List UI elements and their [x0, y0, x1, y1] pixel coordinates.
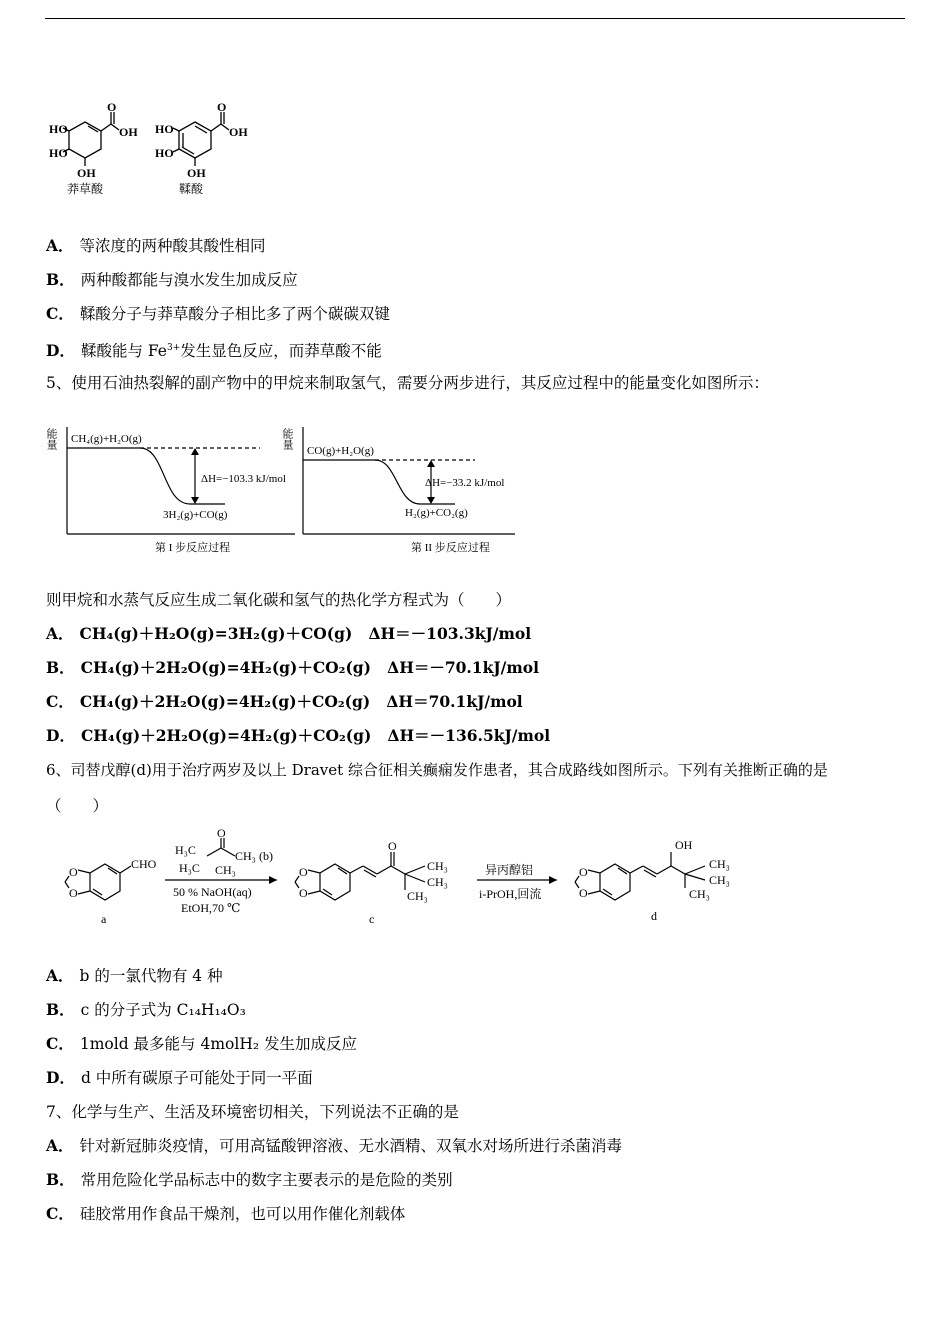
o-label: O — [299, 865, 308, 879]
q5-option-c: C． CH₄(g)＋2H₂O(g)=4H₂(g)＋CO₂(g) ΔH＝70.1kJ/mol — [46, 692, 523, 711]
chart2-ylabel: 能量 — [281, 428, 293, 450]
header-rule — [45, 18, 905, 19]
q7-option-a: A． 针对新冠肺炎疫情，可用高锰酸钾溶液、无水酒精、双氧水对场所进行杀菌消毒 — [46, 1136, 623, 1155]
oh-label: OH — [187, 166, 206, 180]
q4-option-d: D． 鞣酸能与 $Fe^{3+}$发生显色反应，而莽草酸不能 — [46, 341, 382, 361]
tannic-acid-name: 鞣酸 — [179, 182, 204, 196]
q4-option-b: B． 两种酸都能与溴水发生加成反应 — [46, 270, 298, 289]
ch3-label: CH₃ — [235, 849, 256, 863]
cho-label: CHO — [131, 857, 157, 871]
q7-stem: 7、化学与生产、生活及环境密切相关，下列说法不正确的是 — [46, 1103, 459, 1121]
synthesis-scheme — [45, 828, 745, 938]
ch3-label: CH₃ — [427, 875, 448, 889]
o-label: O — [217, 826, 226, 840]
chart1-dh: ΔH=−103.3 kJ/mol — [201, 473, 286, 485]
reagent-b-label: (b) — [259, 849, 273, 863]
q5-option-d: D． CH₄(g)＋2H₂O(g)=4H₂(g)＋CO₂(g) ΔH＝－136.5kJ/mol — [46, 726, 551, 745]
chart2-dh: ΔH=−33.2 kJ/mol — [425, 477, 505, 489]
ch3-label: CH₃ — [709, 857, 730, 871]
q5-option-a: A． CH₄(g)＋H₂O(g)=3H₂(g)＋CO(g) ΔH＝－103.3kJ/mol — [46, 624, 532, 643]
reagent1-condition1: 50 % NaOH(aq) — [173, 885, 252, 899]
compound-d-label: d — [651, 909, 657, 923]
q5-stem: 5、使用石油热裂解的副产物中的甲烷来制取氢气，需要分两步进行，其反应过程中的能量变化如图所示： — [46, 374, 769, 392]
chart1-ylabel: 能量 — [45, 428, 57, 450]
chart1-xlabel: 第 I 步反应过程 — [155, 542, 231, 554]
ch3-label: CH₃ — [689, 887, 710, 901]
ho-label: HO — [155, 122, 174, 136]
o-label: O — [107, 100, 117, 114]
reagent1-condition2: EtOH,70 ℃ — [181, 901, 241, 915]
q7-option-c: C． 硅胶常用作食品干燥剂，也可以用作催化剂载体 — [46, 1204, 406, 1223]
o-label: O — [217, 100, 227, 114]
reagent2-bottom: i-PrOH,回流 — [479, 887, 542, 901]
ho-label: HO — [155, 146, 174, 160]
compound-c-label: c — [369, 912, 375, 926]
q6-stem-bracket: （ ） — [46, 797, 109, 815]
o-label: O — [388, 839, 397, 853]
o-label: O — [579, 865, 588, 879]
energy-diagrams — [45, 412, 525, 562]
chart1-products: 3H₂(g)+CO(g) — [163, 509, 228, 521]
ho-label: HO — [49, 122, 68, 136]
shikimic-acid-name: 莽草酸 — [67, 182, 104, 196]
h3c-label: H₃C — [175, 843, 196, 857]
chart2-products: H₂(g)+CO₂(g) — [405, 507, 468, 519]
q5-option-b: B． CH₄(g)＋2H₂O(g)=4H₂(g)＋CO₂(g) ΔH＝－70.1kJ/mol — [46, 658, 539, 677]
h3c-label: H₃C — [179, 861, 200, 875]
q4-option-c: C． 鞣酸分子与莽草酸分子相比多了两个碳碳双键 — [46, 304, 390, 323]
chart2-xlabel: 第 II 步反应过程 — [411, 542, 490, 554]
o-label: O — [69, 886, 78, 900]
q6-stem: 6、司替戊醇(d)用于治疗两岁及以上 Dravet 综合征相关癫痫发作患者，其合成路线如图所示。下列有关推断正确的是 — [46, 761, 828, 779]
ch3-label: CH₃ — [407, 889, 428, 903]
oh-label: OH — [77, 166, 96, 180]
q6-option-c: C． 1mold 最多能与 4molH₂ 发生加成反应 — [46, 1034, 357, 1053]
acid-structures-figure — [45, 100, 248, 200]
q5-question: 则甲烷和水蒸气反应生成二氧化碳和氢气的热化学方程式为（ ） — [46, 591, 512, 609]
oh-label: OH — [119, 125, 138, 139]
q6-option-b: B． c 的分子式为 C₁₄H₁₄O₃ — [46, 1000, 246, 1019]
oh-label: OH — [229, 125, 248, 139]
ho-label: HO — [49, 146, 68, 160]
ch3-label: CH₃ — [427, 859, 448, 873]
q6-option-d: D． d 中所有碳原子可能处于同一平面 — [46, 1068, 313, 1087]
ch3-label: CH₃ — [709, 873, 730, 887]
compound-a-label: a — [101, 912, 107, 926]
q4-option-a: A． 等浓度的两种酸其酸性相同 — [46, 236, 266, 255]
q6-option-a: A． b 的一氯代物有 4 种 — [46, 966, 223, 985]
oh-label: OH — [675, 838, 693, 852]
chart2-reactants: CO(g)+H₂O(g) — [307, 445, 374, 457]
o-label: O — [579, 886, 588, 900]
ch3-label: CH₃ — [215, 863, 236, 877]
o-label: O — [69, 865, 78, 879]
o-label: O — [299, 886, 308, 900]
reagent2-top: 异丙醇铝 — [485, 863, 534, 877]
q7-option-b: B． 常用危险化学品标志中的数字主要表示的是危险的类别 — [46, 1170, 453, 1189]
chart1-reactants: CH₄(g)+H₂O(g) — [71, 433, 142, 445]
